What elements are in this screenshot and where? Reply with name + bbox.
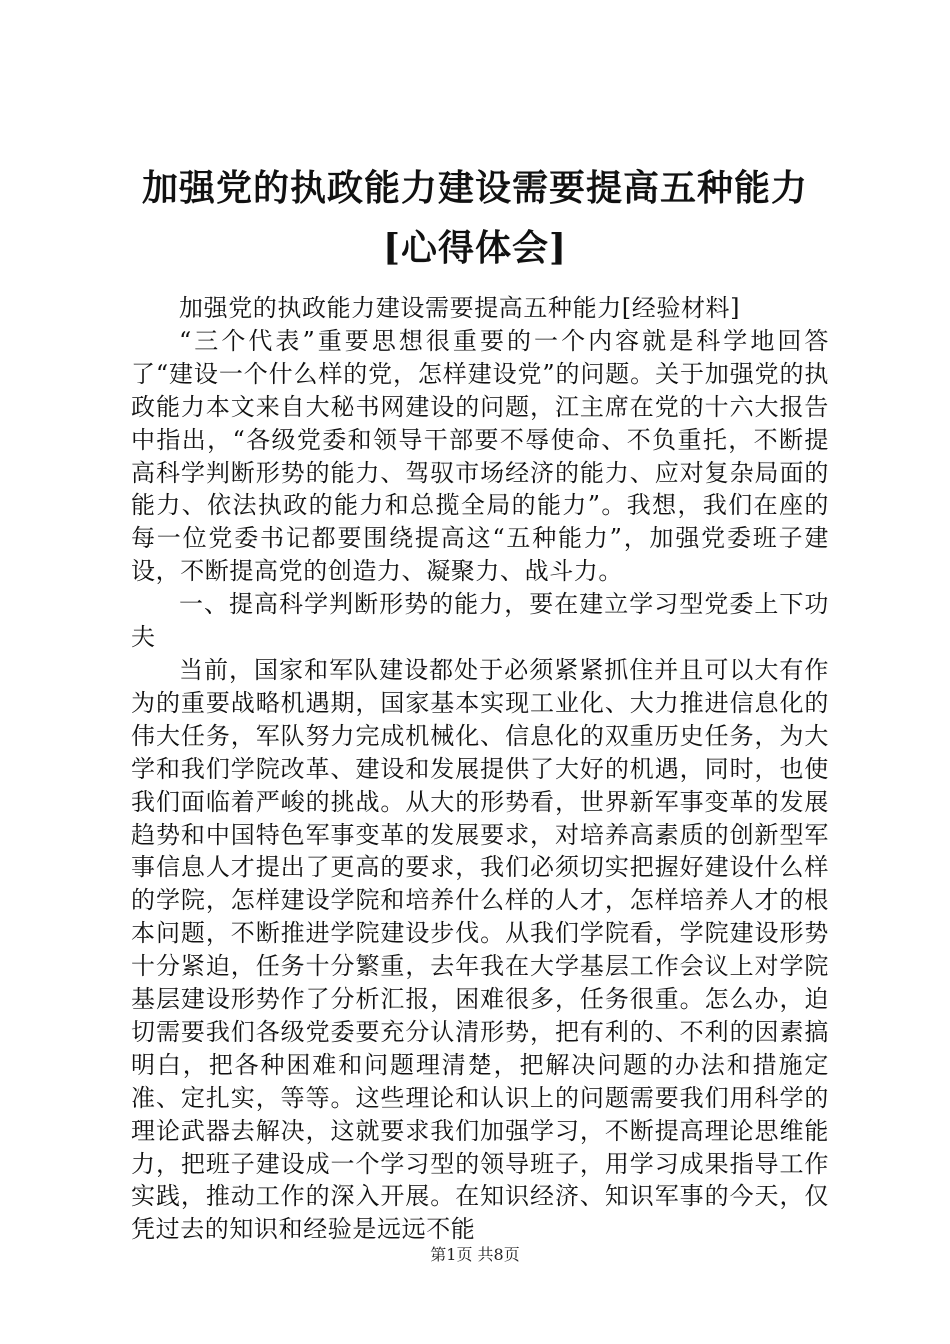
intro-paragraph: “三个代表”重要思想很重要的一个内容就是科学地回答了“建设一个什么样的党，怎样建设党”的问题。关于加强党的执政能力本文来自大秘书网建设的问题，江主席在党的十六大报告中指出，“各级党委和领导干部要不辱使命、不负重托，不断提高科学判断形势的能力、驾驭市场经济的能力、应对复杂局面的能力、依法执政的能力和总揽全局的能力”。我想，我们在座的每一位党委书记都要围绕提高这“五种能力”，加强党委班子建设，不断提高党的创造力、凝聚力、战斗力。: [131, 326, 829, 586]
document-title: 加强党的执政能力建设需要提高五种能力[心得体会]: [141, 167, 808, 269]
document-body: [131, 292, 829, 1246]
body-paragraph: 当前，国家和军队建设都处于必须紧紧抓住并且可以大有作为的重要战略机遇期，国家基本实现工业化、大力推进信息化的伟大任务，军队努力完成机械化、信息化的双重历史任务，为大学和我们学院改革、建设和发展提供了大好的机遇，同时，也使我们面临着严峻的挑战。从大的形势看，世界新军事变革的发展趋势和中国特色军事变革的发展要求，对培养高素质的创新型军事信息人才提出了更高的要求，我们必须切实把握好建设什么样的学院，怎样建设学院和培养什么样的人才，怎样培养人才的根本问题，不断推进学院建设步伐。从我们学院看，学院建设形势十分紧迫，任务十分繁重，去年我在大学基层工作会议上对学院基层建设形势作了分析汇报，困难很多，任务很重。怎么办，迫切需要我们各级党委要充分认清形势，把有利的、不利的因素搞明白，把各种困难和问题理清楚，把解决问题的办法和措施定准、定扎实，等等。这些理论和认识上的问题需要我们用科学的理论武器去解决，这就要求我们加强学习，不断提高理论思维能力，把班子建设成一个学习型的领导班子，用学习成果指导工作实践，推动工作的深入开展。在知识经济、知识军事的今天，仅凭过去的知识和经验是远远不能: [131, 655, 829, 1244]
page-footer: 第1页 共8页: [430, 1245, 520, 1264]
subtitle-paragraph: 加强党的执政能力建设需要提高五种能力[经验材料]: [179, 294, 741, 322]
section-heading: 一、提高科学判断形势的能力，要在建立学习型党委上下功夫: [131, 590, 829, 652]
